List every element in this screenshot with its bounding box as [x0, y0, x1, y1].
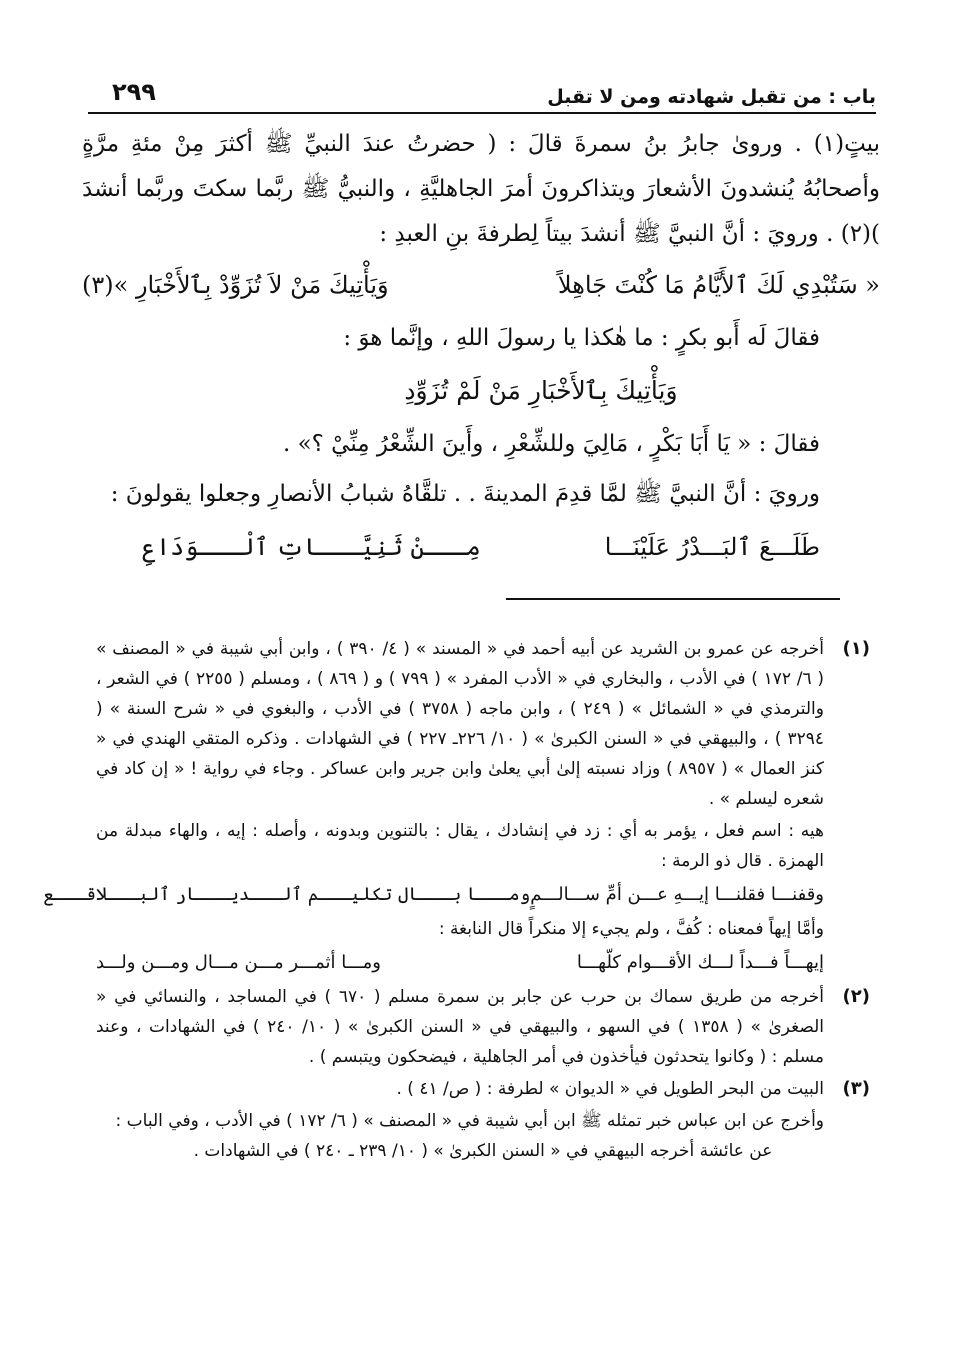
madina-line: ورويَ : أنَّ النبيَّ ﷺ لمَّا قدِمَ المدينةَ . . تلقَّاهُ شبابُ الأنصارِ وجعلوا يقولونَ : [110, 481, 820, 507]
footnote-text: أخرجه من طريق سماك بن حرب عن جابر بن سمرة مسلم ( ٦٧٠ ) في المساجد ، والنسائي في « الصغرىٰ » ( ١٣٥٨ ) في السهو ، والبيهقي في « السنن الكبرىٰ » ( ١٠/ ٢٤٠ ) في الشهادات ، وعند مسلم : ( وكانوا يتحدثون فيأخذون في أمر الجاهلية ، فيضحكون ويتبسم ) . [96, 987, 824, 1067]
footnote-1-ayha: وأمَّا إيهاً فمعناه : كُفَّ ، ولم يجيء إلا منكراً قال النابغة : [438, 919, 824, 939]
main-text [82, 122, 880, 575]
verse-second-hemistich: مِـــنْ ثَنِيَّـــاتِ ٱلْـــوَدَاعِ [142, 533, 481, 561]
footnotes [43, 634, 870, 1166]
opening-paragraph: بيتٍ(١) . وروىٰ جابرُ بنُ سمرةَ قالَ : ( حضرتُ عندَ النبيِّ ﷺ أكثرَ مِنْ مئةِ مرَّةٍ وأصحابُهُ يُنشدونَ الأشعارَ ويتذاكرونَ أمرَ الجاهليَّةِ ، والنبيُّ ﷺ ربَّما سكتَ وربَّما أنشدَ )(٢) . ورويَ : أنَّ النبيَّ ﷺ أنشدَ بيتاً لِطرفةَ بنِ العبدِ : [82, 131, 880, 247]
running-title: باب : من تقبل شهادته ومن لا تقبل [547, 86, 876, 108]
dhu-rumma-verse [43, 876, 870, 914]
footnote-2 [96, 982, 870, 1072]
footnote-3-ibn-abbas: وأخرج عن ابن عباس خبر تمثله ﷺ ابن أبي شيبة في « المصنف » ( ٦/ ١٧٢ ) في الأدب ، وفي الباب : [115, 1111, 824, 1131]
page-number: ٢٩٩ [112, 78, 156, 106]
corrected-hemistich: وَيَأْتِيكَ بِٱلأَخْبَارِ مَنْ لَمْ تُزَوِّدِ [404, 376, 678, 405]
footnote-3 [96, 1074, 870, 1104]
verse-second-hemistich: ومـــا أثمـــر مـــن مـــال ومـــن ولـــد [96, 952, 381, 973]
prophet-reply-line: فقالَ : « يَا أَبَا بَكْرٍ ، مَالِيَ وللشِّعْرِ ، وأَينَ الشِّعْرُ مِنِّيْ ؟» . [282, 431, 820, 457]
footnote-separator [506, 598, 840, 600]
tarafa-verse [82, 257, 880, 313]
verse-second-hemistich: ومـــا بـــال تكليـــم ٱلـــديـــار ٱلبـــلاقـــع [43, 884, 531, 905]
abubakr-line: فقالَ لَه أَبو بكرٍ : ما هٰكذا يا رسولَ اللهِ ، وإنَّما هوَ : [343, 325, 820, 351]
footnote-3-aisha: عن عائشة أخرجه البيهقي في « السنن الكبرىٰ » ( ١٠/ ٢٣٩ ـ ٢٤٠ ) في الشهادات . [193, 1141, 773, 1161]
verse-first-hemistich: وقفنـــا فقلنـــا إيـــهِ عـــن أمِّ ســـالـــمٍ [530, 884, 824, 905]
verse-second-hemistich: وَيَأْتِيكَ مَنْ لاَ تُزَوِّدْ بِٱلأَخْبَارِ »(٣) [82, 271, 389, 299]
page-header [88, 78, 876, 114]
footnote-number: (١) [842, 638, 870, 659]
footnote-text: أخرجه عن عمرو بن الشريد عن أبيه أحمد في « المسند » ( ٤/ ٣٩٠ ) ، وابن أبي شيبة في « المصنف » ( ٦/ ١٧٢ ) في الأدب ، والبخاري في « الأدب المفرد » ( ٧٩٩ ) و ( ٨٦٩ ) ، ومسلم ( ٢٢٥٥ ) في الشعر ، والترمذي في « الشمائل » ( ٢٤٩ ) ، وابن ماجه ( ٣٧٥٨ ) في الأدب ، والبغوي في « شرح السنة » ( ٣٢٩٤ ) ، والبيهقي في « السنن الكبرىٰ » ( ١٠/ ٢٢٦ـ ٢٢٧ ) في الشهادات . وذكره المتقي الهندي في « كنز العمال » ( ٨٩٥٧ ) وزاد نسبته إلىٰ أبي يعلىٰ وابن جرير وابن عساكر . وجاء في رواية ! « إن كاد في شعره ليسلم » . [96, 639, 825, 809]
verse-first-hemistich: « سَتُبْدِي لَكَ ٱلأَيَّامُ مَا كُنْتَ جَاهِلاً [557, 271, 880, 299]
nabigha-verse [96, 944, 870, 982]
footnote-number: (٣) [842, 1078, 870, 1099]
verse-first-hemistich: إيهـــاً فـــداً لـــك الأقـــوام كلّهـــا [576, 952, 824, 973]
verse-first-hemistich: طَلَـــعَ ٱلبَـــدْرُ عَلَيْنَـــا [604, 533, 820, 561]
footnote-1 [96, 634, 870, 814]
tala-al-badr-verse [82, 519, 880, 575]
footnote-1-hiyh: هيه : اسم فعل ، يؤمر به أي : زد في إنشادك ، يقال : بالتنوين وبدونه ، وأصله : إيه ، والهاء مبدلة من الهمزة . قال ذو الرمة : [96, 821, 824, 871]
footnote-text: البيت من البحر الطويل في « الديوان » لطرفة : ( ص/ ٤١ ) . [396, 1079, 824, 1099]
footnote-number: (٢) [842, 986, 870, 1007]
